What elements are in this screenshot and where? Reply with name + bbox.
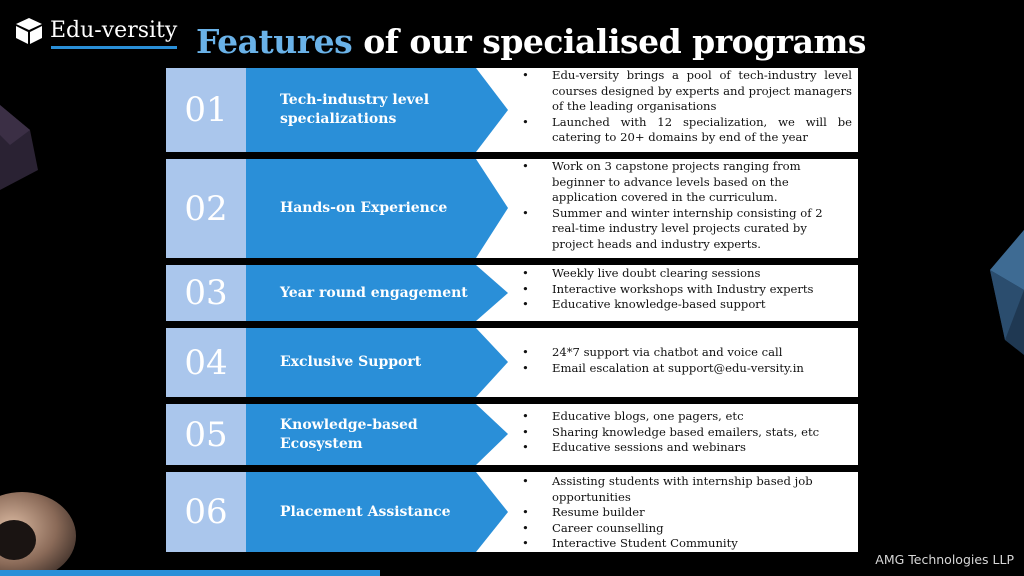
feature-label: Year round engagement bbox=[280, 284, 468, 301]
list-item: • Interactive workshops with Industry experts bbox=[518, 282, 852, 298]
feature-bullets bbox=[518, 266, 852, 313]
bottom-left-ring-decoration bbox=[0, 480, 80, 576]
brand-underline bbox=[51, 46, 177, 49]
feature-number: 01 bbox=[166, 68, 246, 152]
title-rest: of our specialised programs bbox=[352, 22, 866, 61]
feature-label: Exclusive Support bbox=[280, 354, 422, 370]
footer-bar bbox=[0, 570, 380, 576]
list-item: • Educative blogs, one pagers, etc bbox=[518, 409, 852, 425]
feature-number: 04 bbox=[166, 328, 246, 397]
feature-row-06 bbox=[166, 472, 858, 552]
list-item: • Educative knowledge-based support bbox=[518, 297, 852, 313]
feature-bullets bbox=[518, 345, 852, 376]
feature-row-03 bbox=[166, 265, 858, 321]
list-item: • Educative sessions and webinars bbox=[518, 440, 852, 456]
feature-bullets bbox=[518, 159, 852, 252]
list-item: • Launched with 12 specialization, we will be catering to 20+ domains by end of the year bbox=[518, 115, 852, 146]
list-item: • Assisting students with internship based job opportunities bbox=[518, 474, 852, 505]
book-cube-icon bbox=[14, 16, 44, 46]
list-item: • Interactive Student Community bbox=[518, 536, 852, 552]
feature-label: Placement Assistance bbox=[280, 503, 451, 520]
feature-row-02 bbox=[166, 159, 858, 258]
feature-bullets bbox=[518, 474, 852, 552]
page-title bbox=[196, 22, 866, 61]
brand-name: Edu-versity bbox=[50, 18, 178, 43]
list-item: • Summer and winter internship consisting of 2 real-time industry level projects curated by project heads and industry experts. bbox=[518, 206, 852, 253]
feature-row-01 bbox=[166, 68, 858, 152]
list-item: • Weekly live doubt clearing sessions bbox=[518, 266, 852, 282]
feature-bullets bbox=[518, 68, 852, 146]
list-item: • Career counselling bbox=[518, 521, 852, 537]
feature-label: Hands-on Experience bbox=[280, 200, 448, 216]
feature-label: Knowledge-based Ecosystem bbox=[280, 416, 418, 452]
list-item: • Work on 3 capstone projects ranging from beginner to advance levels based on the application covered in the curriculum. bbox=[518, 159, 852, 206]
title-accent: Features bbox=[196, 22, 353, 61]
feature-number: 03 bbox=[166, 265, 246, 321]
feature-number: 02 bbox=[166, 159, 246, 258]
feature-bullets bbox=[518, 409, 852, 456]
list-item: • Email escalation at support@edu-versity.in bbox=[518, 361, 852, 377]
footer-company: AMG Technologies LLP bbox=[875, 552, 1014, 567]
feature-label: Tech-industry level specializations bbox=[280, 92, 430, 127]
left-cube-decoration bbox=[0, 95, 40, 195]
feature-row-05 bbox=[166, 404, 858, 465]
feature-number: 06 bbox=[166, 472, 246, 552]
list-item: • Resume builder bbox=[518, 505, 852, 521]
brand-logo bbox=[14, 16, 177, 46]
list-item: • 24*7 support via chatbot and voice call bbox=[518, 345, 852, 361]
right-gem-decoration bbox=[985, 230, 1024, 360]
feature-row-04 bbox=[166, 328, 858, 397]
list-item: • Sharing knowledge based emailers, stats, etc bbox=[518, 425, 852, 441]
list-item: • Edu-versity brings a pool of tech-industry level courses designed by experts and project managers of the leading organisations bbox=[518, 68, 852, 115]
feature-number: 05 bbox=[166, 404, 246, 465]
